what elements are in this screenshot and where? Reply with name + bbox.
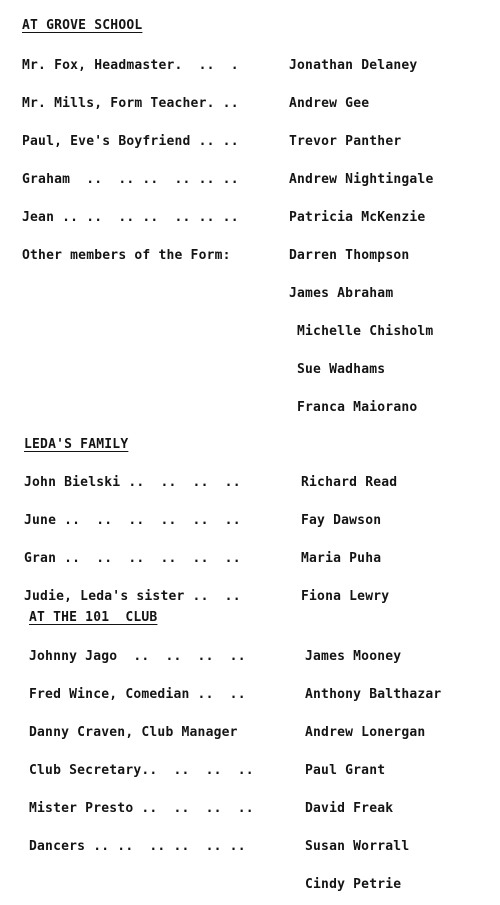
section-heading-grove-school: AT GROVE SCHOOL	[22, 18, 143, 33]
cast-role: Club Secretary.. .. .. ..	[29, 763, 254, 778]
cast-actor: Andrew Nightingale	[289, 172, 434, 187]
cast-actor: Anthony Balthazar	[305, 687, 442, 702]
cast-actor: Sue Wadhams	[297, 362, 386, 377]
cast-actor: James Mooney	[305, 649, 402, 664]
cast-actor: Maria Puha	[301, 551, 382, 566]
section-heading-101-club: AT THE 101 CLUB	[29, 610, 158, 625]
cast-role: John Bielski .. .. .. ..	[24, 475, 241, 490]
cast-actor: Michelle Chisholm	[297, 324, 434, 339]
cast-role: Mr. Mills, Form Teacher. ..	[22, 96, 239, 111]
cast-role: Danny Craven, Club Manager	[29, 725, 238, 740]
cast-actor: Paul Grant	[305, 763, 386, 778]
cast-role: Johnny Jago .. .. .. ..	[29, 649, 246, 664]
cast-role: Gran .. .. .. .. .. ..	[24, 551, 241, 566]
cast-role: Jean .. .. .. .. .. .. ..	[22, 210, 239, 225]
cast-actor: Cindy Petrie	[305, 877, 402, 892]
cast-actor: Darren Thompson	[289, 248, 410, 263]
cast-actor: Richard Read	[301, 475, 398, 490]
cast-role: Dancers .. .. .. .. .. ..	[29, 839, 246, 854]
cast-role: Mister Presto .. .. .. ..	[29, 801, 254, 816]
cast-role: Mr. Fox, Headmaster. .. .	[22, 58, 239, 73]
cast-role: June .. .. .. .. .. ..	[24, 513, 241, 528]
cast-actor: David Freak	[305, 801, 394, 816]
cast-actor: Susan Worrall	[305, 839, 410, 854]
cast-role: Other members of the Form:	[22, 248, 231, 263]
cast-actor: Trevor Panther	[289, 134, 402, 149]
cast-actor: Jonathan Delaney	[289, 58, 418, 73]
section-heading-ledas-family: LEDA'S FAMILY	[24, 437, 129, 452]
cast-actor: James Abraham	[289, 286, 394, 301]
cast-actor: Fiona Lewry	[301, 589, 390, 604]
cast-role: Graham .. .. .. .. .. ..	[22, 172, 239, 187]
cast-actor: Fay Dawson	[301, 513, 382, 528]
cast-actor: Patricia McKenzie	[289, 210, 426, 225]
cast-actor: Andrew Gee	[289, 96, 370, 111]
cast-actor: Andrew Lonergan	[305, 725, 426, 740]
cast-actor: Franca Maiorano	[297, 400, 418, 415]
cast-role: Paul, Eve's Boyfriend .. ..	[22, 134, 239, 149]
cast-role: Fred Wince, Comedian .. ..	[29, 687, 246, 702]
cast-role: Judie, Leda's sister .. ..	[24, 589, 241, 604]
